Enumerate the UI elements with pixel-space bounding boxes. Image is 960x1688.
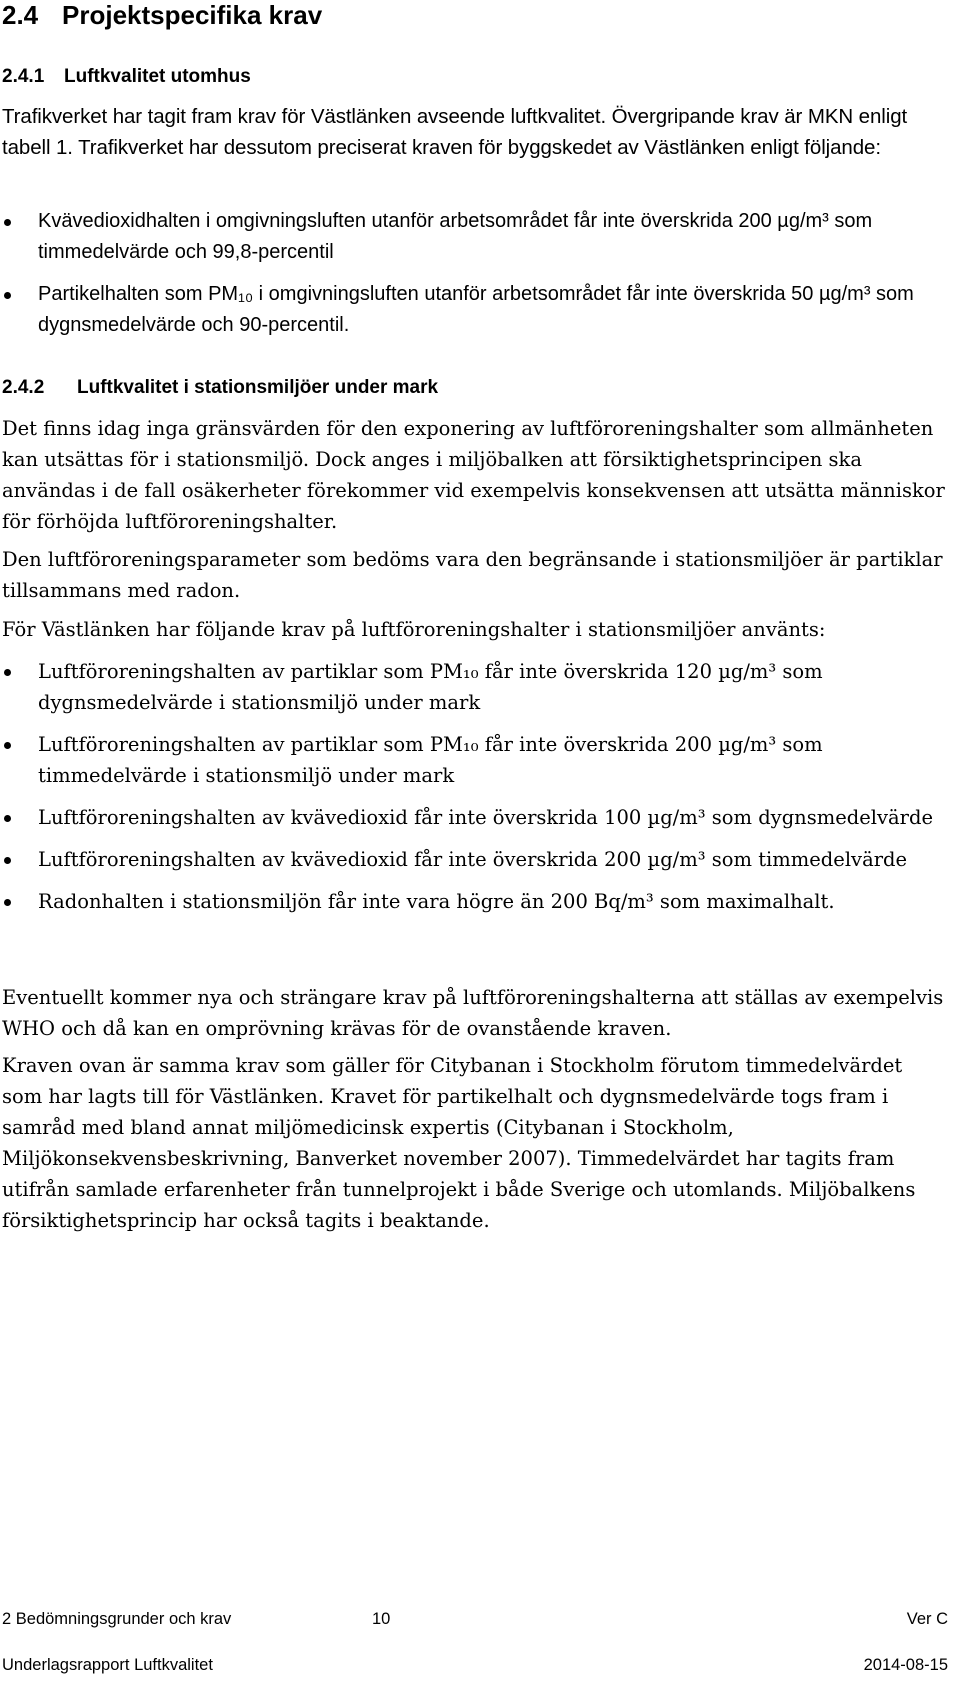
section-number: 2.4 — [2, 0, 39, 30]
paragraph-citybanan: Kraven ovan är samma krav som gäller för Citybanan i Stockholm förutom timmedelvärdet som har lagts till för Västlänken. Kravet för partikelhalt och dygnsmedelvärde togs fram i samråd med bland annat miljömedicinsk expertis (Citybanan i Stockholm, Miljökonsekvensbeskrivning, Banverket november 2007). Timmedelvärdet har tagits fram utifrån samlade erfarenheter från tunnelprojekt i både Sverige och utomlands. Miljöbalkens försiktighetsprincip har också tagits i beaktande. — [2, 1054, 916, 1232]
paragraph-krav-intro: För Västlänken har följande krav på luftföroreningshalter i stationsmiljöer använts: — [2, 618, 826, 641]
subsection-number: 2.4.2 — [2, 377, 45, 398]
list-item: Radonhalten i stationsmiljön får inte vara högre än 200 Bq/m³ som maximalhalt. — [0, 886, 950, 917]
footer-chapter: 2 Bedömningsgrunder och krav — [2, 1610, 232, 1628]
paragraph-eventuellt: Eventuellt kommer nya och strängare krav på luftföroreningshalterna att ställas av exempelvis WHO och då kan en omprövning krävas för de ovanstående kraven. — [2, 986, 944, 1040]
stationsmiljo-requirements-list — [0, 656, 950, 917]
bullet-icon — [4, 815, 11, 822]
subsection-title: Luftkvalitet utomhus — [64, 66, 251, 87]
intro-paragraph: Trafikverket har tagit fram krav för Västlänken avseende luftkvalitet. Övergripande krav är MKN enligt tabell 1. Trafikverket har dessutom preciserat kraven för byggskedet av Västlänken enligt följande: — [2, 105, 908, 159]
section-heading — [2, 0, 322, 31]
list-item: Luftföroreningshalten av partiklar som PM₁₀ får inte överskrida 120 µg/m³ som dygnsmedelvärde i stationsmiljö under mark — [0, 656, 950, 718]
bullet-icon — [4, 292, 11, 299]
footer-version: Ver C — [906, 1610, 948, 1628]
bullet-icon — [4, 219, 11, 226]
footer-row-1 — [2, 1610, 948, 1629]
footer-report-name: Underlagsrapport Luftkvalitet — [2, 1656, 213, 1674]
bullet-icon — [4, 899, 11, 906]
bullet-icon — [4, 669, 11, 676]
list-item: Luftföroreningshalten av kvävedioxid får inte överskrida 200 µg/m³ som timmedelvärde — [0, 844, 950, 875]
subsection-heading-2 — [2, 377, 438, 399]
paragraph-parameter: Den luftföroreningsparameter som bedöms vara den begränsande i stationsmiljöer är partiklar tillsammans med radon. — [2, 548, 943, 602]
list-item: Partikelhalten som PM₁₀ i omgivningsluften utanför arbetsområdet får inte överskrida 50 µg/m³ som dygnsmedelvärde och 90-percentil. — [0, 279, 950, 341]
subsection-number: 2.4.1 — [2, 66, 45, 87]
footer-date: 2014-08-15 — [863, 1656, 948, 1674]
section-title: Projektspecifika krav — [62, 0, 323, 30]
subsection-title: Luftkvalitet i stationsmiljöer under mark — [77, 377, 439, 398]
byggskede-requirements-list — [0, 206, 950, 341]
list-item: Luftföroreningshalten av kvävedioxid får inte överskrida 100 µg/m³ som dygnsmedelvärde — [0, 802, 950, 833]
bullet-icon — [4, 742, 11, 749]
list-item: Kvävedioxidhalten i omgivningsluften utanför arbetsområdet får inte överskrida 200 µg/m³ som timmedelvärde och 99,8-percentil — [0, 206, 950, 268]
subsection-heading-1 — [2, 66, 251, 88]
footer-row-2 — [2, 1656, 948, 1675]
list-item: Luftföroreningshalten av partiklar som PM₁₀ får inte överskrida 200 µg/m³ som timmedelvärde i stationsmiljö under mark — [0, 729, 950, 791]
bullet-icon — [4, 857, 11, 864]
page-number: 10 — [372, 1610, 391, 1628]
paragraph-gransvarden: Det finns idag inga gränsvärden för den exponering av luftföroreningshalter som allmänheten kan utsättas för i stationsmiljö. Dock anges i miljöbalken att försiktighetsprincipen ska användas i de fall osäkerheter förekommer vid exempelvis konsekvensen att utsätta människor för förhöjda luftföroreningshalter. — [2, 417, 945, 533]
